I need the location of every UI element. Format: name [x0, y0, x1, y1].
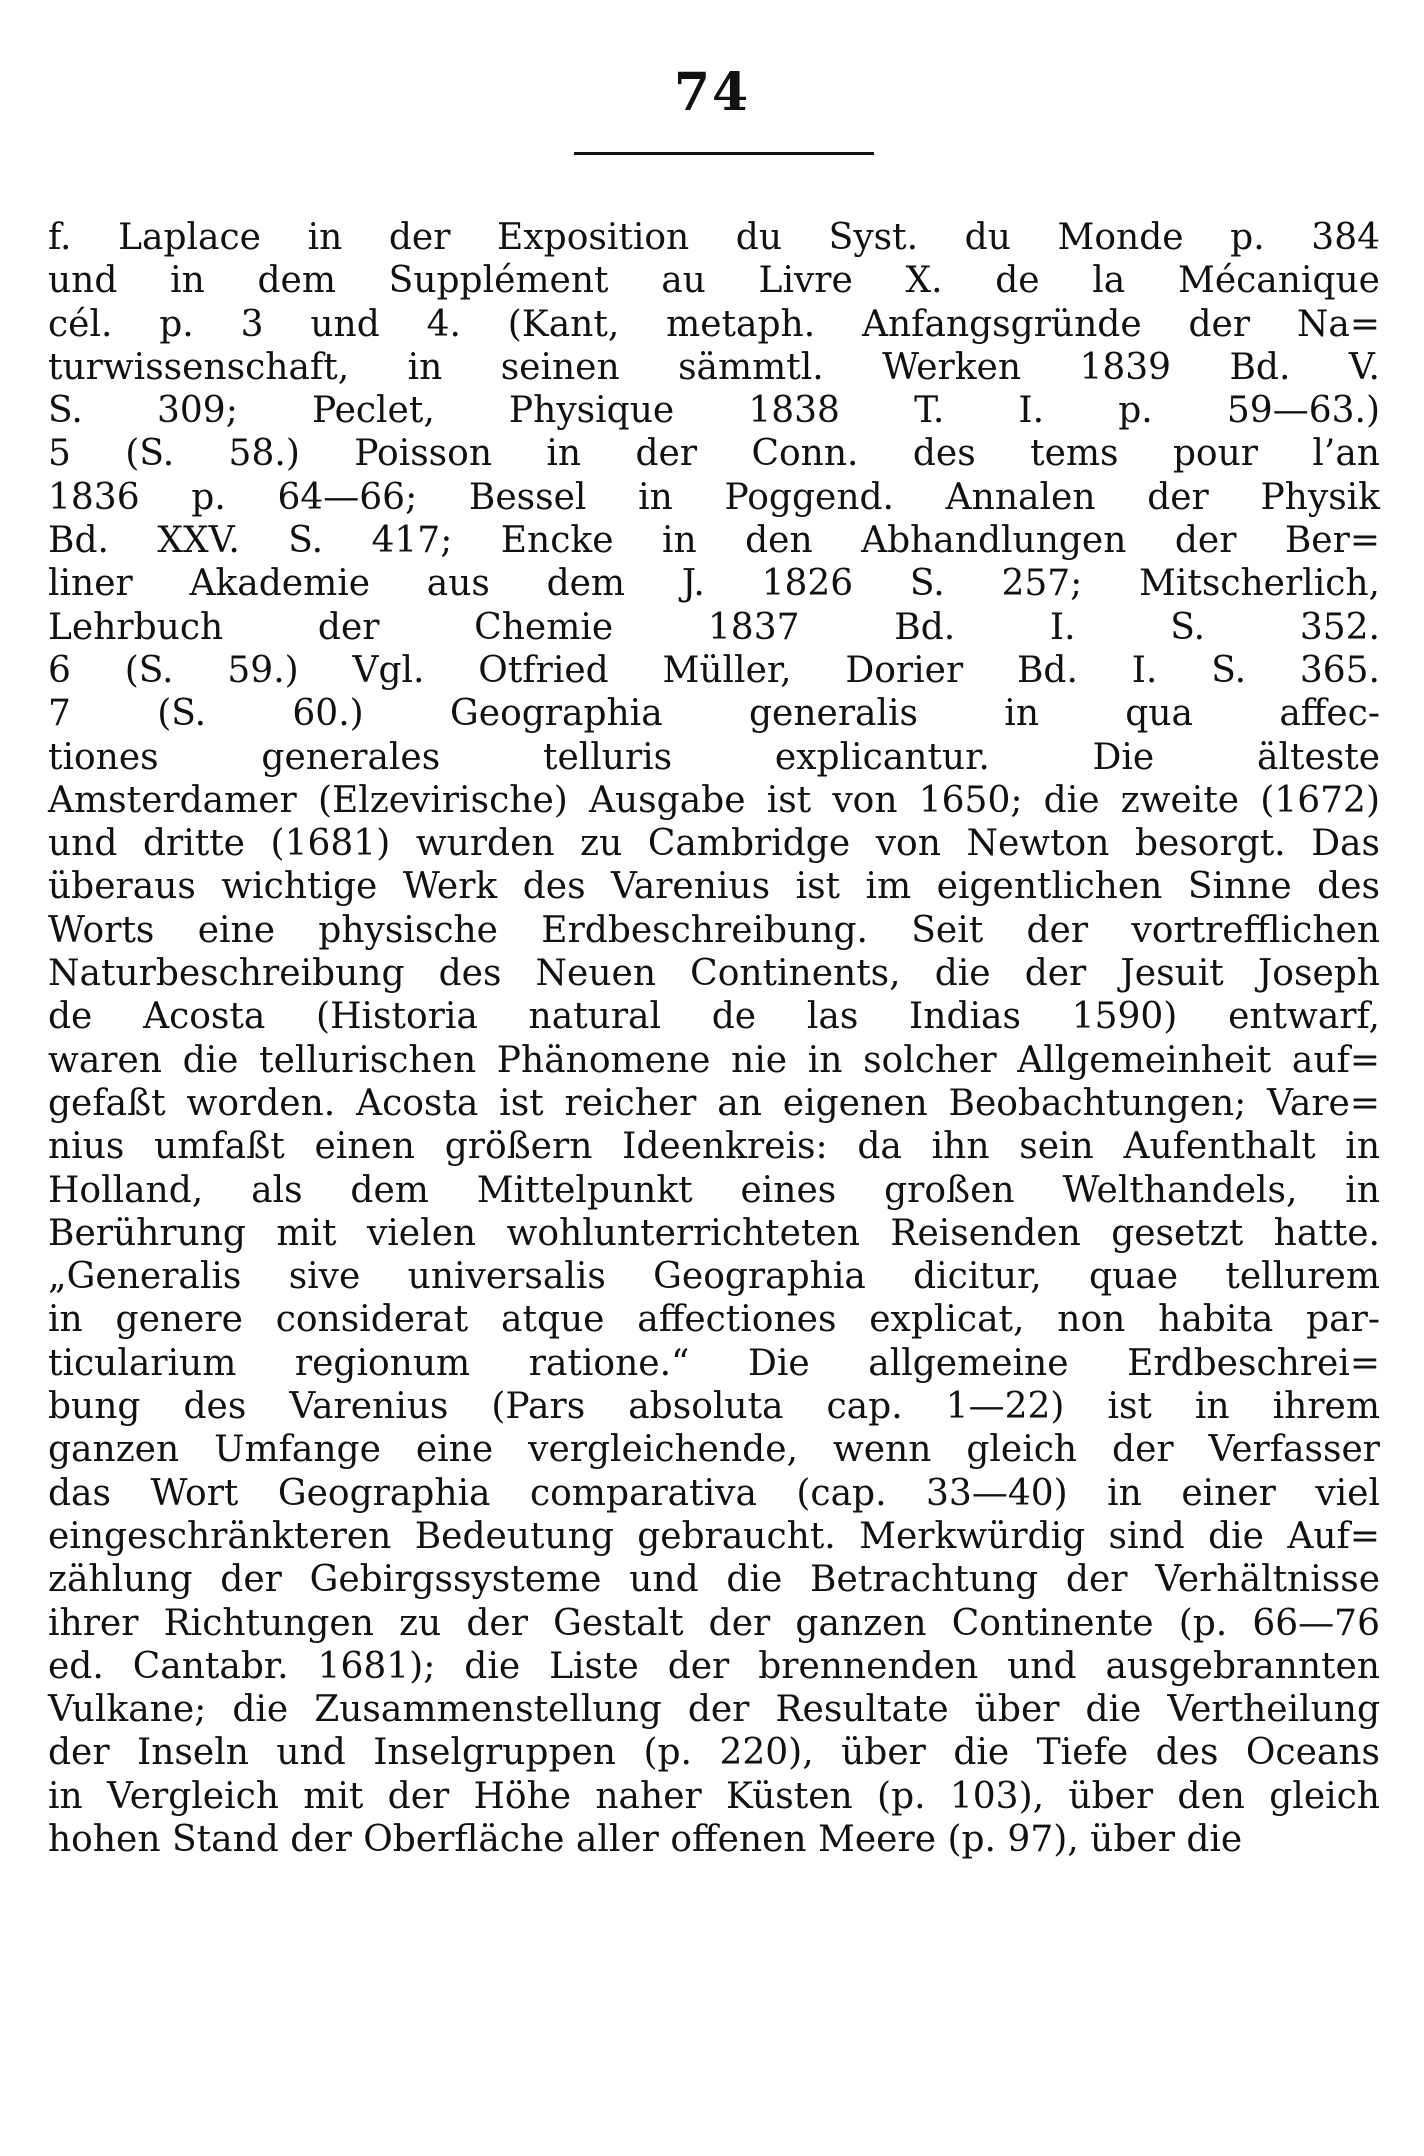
text-line: turwissenschaft, in seinen sämmtl. Werken 1839 Bd. V. [48, 346, 1380, 388]
text-line: zählung der Gebirgssysteme und die Betrachtung der Verhältnisse [48, 1559, 1380, 1601]
text-line: S. 309; Peclet, Physique 1838 T. I. p. 59—63.) [48, 390, 1380, 432]
header-rule [574, 152, 874, 155]
text-line: bung des Varenius (Pars absoluta cap. 1—22) ist in ihrem [48, 1386, 1380, 1428]
page-number: 74 [673, 62, 751, 123]
text-line: Vulkane; die Zusammenstellung der Resultate über die Vertheilung [48, 1689, 1380, 1731]
text-line: und in dem Supplément au Livre X. de la Mécanique [48, 260, 1380, 302]
text-line: ganzen Umfange eine vergleichende, wenn gleich der Verfasser [48, 1429, 1380, 1471]
text-line: in Vergleich mit der Höhe naher Küsten (p. 103), über den gleich [48, 1775, 1380, 1817]
text-line: Berührung mit vielen wohlunterrichteten Reisenden gesetzt hatte. [48, 1212, 1380, 1254]
text-line: Lehrbuch der Chemie 1837 Bd. I. S. 352. [48, 606, 1380, 648]
text-line: Amsterdamer (Elzevirische) Ausgabe ist von 1650; die zweite (1672) [48, 779, 1380, 821]
text-line: das Wort Geographia comparativa (cap. 33—40) in einer viel [48, 1472, 1380, 1514]
text-line: Worts eine physische Erdbeschreibung. Seit der vortrefflichen [48, 909, 1380, 951]
text-line: 7 (S. 60.) Geographia generalis in qua affec- [48, 693, 1380, 735]
text-line: cél. p. 3 und 4. (Kant, metaph. Anfangsgründe der Na= [48, 303, 1380, 345]
text-line: und dritte (1681) wurden zu Cambridge von Newton besorgt. Das [48, 823, 1380, 865]
text-line: ed. Cantabr. 1681); die Liste der brennenden und ausgebrannten [48, 1645, 1380, 1687]
text-line: der Inseln und Inselgruppen (p. 220), über die Tiefe des Oceans [48, 1732, 1380, 1774]
text-line: Naturbeschreibung des Neuen Continents, die der Jesuit Joseph [48, 953, 1380, 995]
text-line: tiones generales telluris explicantur. Die älteste [48, 736, 1380, 778]
text-line: liner Akademie aus dem J. 1826 S. 257; Mitscherlich, [48, 563, 1380, 605]
text-line: hohen Stand der Oberfläche aller offenen Meere (p. 97), über die [48, 1818, 1243, 1860]
text-line: in genere considerat atque affectiones explicat, non habita par- [48, 1299, 1380, 1341]
text-line: Holland, als dem Mittelpunkt eines großen Welthandels, in [48, 1169, 1380, 1211]
text-line: f. Laplace in der Exposition du Syst. du Monde p. 384 [48, 217, 1380, 258]
text-line: überaus wichtige Werk des Varenius ist im eigentlichen Sinne des [48, 866, 1380, 908]
text-line: 6 (S. 59.) Vgl. Otfried Müller, Dorier Bd. I. S. 365. [48, 649, 1380, 691]
text-line: waren die tellurischen Phänomene nie in solcher Allgemeinheit auf= [48, 1039, 1380, 1081]
text-line: de Acosta (Historia natural de las Indias 1590) entwarf, [48, 996, 1380, 1038]
text-line: gefaßt worden. Acosta ist reicher an eigenen Beobachtungen; Vare= [48, 1082, 1380, 1124]
text-line: nius umfaßt einen größern Ideenkreis: da ihn sein Aufenthalt in [48, 1126, 1380, 1168]
text-line: 1836 p. 64—66; Bessel in Poggend. Annalen der Physik [48, 476, 1380, 518]
text-line: Bd. XXV. S. 417; Encke in den Abhandlungen der Ber= [48, 520, 1380, 562]
text-line: eingeschränkteren Bedeutung gebraucht. Merkwürdig sind die Auf= [48, 1515, 1380, 1557]
text-line: ticularium regionum ratione.“ Die allgemeine Erdbeschrei= [48, 1342, 1380, 1384]
footnote-text [48, 216, 1380, 1861]
text-line: „Generalis sive universalis Geographia dicitur, quae tellurem [48, 1256, 1380, 1298]
text-line: 5 (S. 58.) Poisson in der Conn. des tems pour l’an [48, 433, 1380, 475]
text-line: ihrer Richtungen zu der Gestalt der ganzen Continente (p. 66—76 [48, 1602, 1380, 1644]
